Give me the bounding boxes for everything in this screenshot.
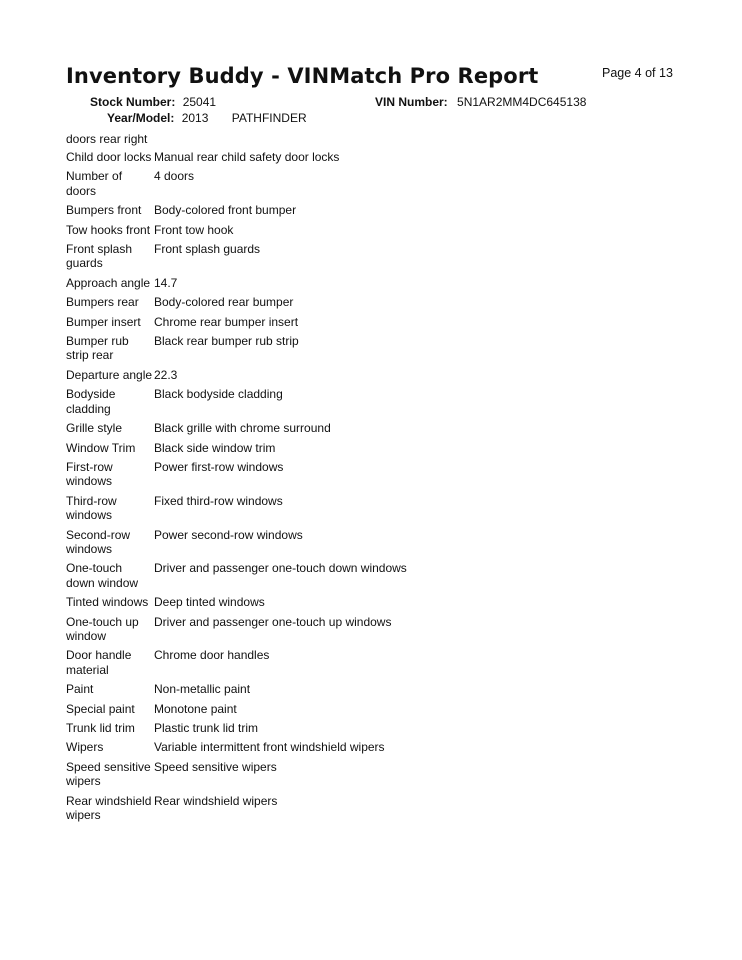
spec-row bbox=[66, 387, 706, 416]
spec-value: Variable intermittent front windshield wipers bbox=[154, 740, 385, 755]
spec-label: Paint bbox=[66, 682, 94, 697]
spec-row bbox=[66, 150, 706, 164]
spec-value: Black rear bumper rub strip bbox=[154, 334, 299, 349]
spec-value: 4 doors bbox=[154, 169, 195, 184]
spec-label: Tow hooks front bbox=[66, 222, 151, 237]
spec-value: Monotone paint bbox=[154, 701, 237, 716]
year-value: 2013 bbox=[181, 111, 209, 125]
spec-label: Bumper insert bbox=[66, 314, 141, 329]
spec-label: Wipers bbox=[66, 740, 104, 755]
spec-label: Trunk lid trim bbox=[66, 721, 135, 735]
spec-row bbox=[66, 295, 706, 309]
spec-value: 14.7 bbox=[154, 275, 178, 290]
spec-row bbox=[66, 460, 706, 489]
vin-number-value: 5N1AR2MM4DC645138 bbox=[457, 95, 587, 109]
report-title: Inventory Buddy - VINMatch Pro Report bbox=[66, 64, 539, 88]
spec-row bbox=[66, 169, 706, 198]
year-model-label: Year/Model: bbox=[107, 111, 175, 125]
stock-number-line bbox=[90, 95, 216, 109]
spec-value: Front splash guards bbox=[154, 242, 261, 257]
spec-label: Departure angle bbox=[66, 367, 153, 382]
spec-row bbox=[66, 223, 706, 237]
spec-value: Deep tinted windows bbox=[154, 595, 265, 610]
spec-label: Third-row windows bbox=[66, 493, 117, 523]
spec-row bbox=[66, 561, 706, 590]
spec-label: Grille style bbox=[66, 421, 123, 436]
spec-label: Rear windshield wipers bbox=[66, 793, 152, 823]
spec-value: Black side window trim bbox=[154, 440, 276, 455]
spec-value: Black bodyside cladding bbox=[154, 387, 283, 402]
spec-row bbox=[66, 276, 706, 290]
stock-number-label: Stock Number: bbox=[90, 95, 176, 109]
spec-value: Driver and passenger one-touch down windows bbox=[154, 561, 407, 576]
spec-label: Approach angle bbox=[66, 275, 151, 290]
spec-value: Power second-row windows bbox=[154, 527, 303, 542]
model-value: PATHFINDER bbox=[231, 111, 307, 125]
spec-row bbox=[66, 721, 706, 735]
spec-value: Speed sensitive wipers bbox=[154, 759, 277, 774]
spec-value: Front tow hook bbox=[154, 222, 234, 237]
spec-value: Power first-row windows bbox=[154, 459, 284, 474]
spec-label: First-row windows bbox=[66, 459, 113, 489]
spec-row bbox=[66, 368, 706, 382]
spec-row bbox=[66, 615, 706, 644]
spec-row bbox=[66, 203, 706, 217]
spec-label: One-touch down window bbox=[66, 561, 139, 590]
spec-label: Special paint bbox=[66, 701, 135, 716]
spec-label: Bumpers rear bbox=[66, 295, 139, 310]
spec-label: Bodyside cladding bbox=[66, 387, 116, 416]
spec-row bbox=[66, 334, 706, 363]
spec-value: Chrome door handles bbox=[154, 648, 270, 663]
spec-label: Second-row windows bbox=[66, 527, 131, 556]
spec-value: Fixed third-row windows bbox=[154, 493, 283, 508]
spec-label: Bumpers front bbox=[66, 203, 142, 218]
spec-row bbox=[66, 242, 706, 271]
spec-label: One-touch up window bbox=[66, 614, 139, 643]
spec-value: Rear windshield wipers bbox=[154, 793, 278, 808]
spec-value: Body-colored rear bumper bbox=[154, 295, 294, 310]
spec-row bbox=[66, 441, 706, 455]
spec-label: Bumper rub strip rear bbox=[66, 334, 129, 363]
spec-row bbox=[66, 494, 706, 523]
spec-label: Tinted windows bbox=[66, 595, 149, 610]
section-label: doors rear right bbox=[66, 132, 148, 146]
spec-label: Door handle material bbox=[66, 648, 132, 677]
spec-row bbox=[66, 315, 706, 329]
spec-value: Driver and passenger one-touch up windows bbox=[154, 614, 392, 629]
spec-label: Speed sensitive wipers bbox=[66, 759, 151, 789]
spec-value: Manual rear child safety door locks bbox=[154, 150, 340, 164]
spec-list bbox=[66, 150, 706, 827]
vin-number-line bbox=[375, 95, 586, 109]
spec-row bbox=[66, 595, 706, 609]
stock-number-value: 25041 bbox=[182, 95, 217, 109]
page-number: Page 4 of 13 bbox=[602, 66, 673, 80]
spec-row bbox=[66, 740, 706, 754]
spec-label: Number of doors bbox=[66, 169, 123, 198]
year-model-line bbox=[107, 111, 307, 125]
spec-row bbox=[66, 702, 706, 716]
spec-label: Child door locks bbox=[66, 150, 152, 164]
spec-row bbox=[66, 648, 706, 677]
spec-value: Plastic trunk lid trim bbox=[154, 721, 259, 735]
spec-label: Window Trim bbox=[66, 440, 136, 455]
spec-label: Front splash guards bbox=[66, 242, 133, 271]
spec-row bbox=[66, 528, 706, 557]
spec-row bbox=[66, 794, 706, 823]
spec-value: 22.3 bbox=[154, 367, 178, 382]
spec-value: Chrome rear bumper insert bbox=[154, 314, 299, 329]
spec-value: Non-metallic paint bbox=[154, 682, 251, 697]
spec-value: Body-colored front bumper bbox=[154, 203, 297, 218]
spec-row bbox=[66, 421, 706, 435]
vin-number-label: VIN Number: bbox=[375, 95, 448, 109]
spec-row bbox=[66, 682, 706, 696]
spec-value: Black grille with chrome surround bbox=[154, 421, 331, 436]
spec-row bbox=[66, 760, 706, 789]
